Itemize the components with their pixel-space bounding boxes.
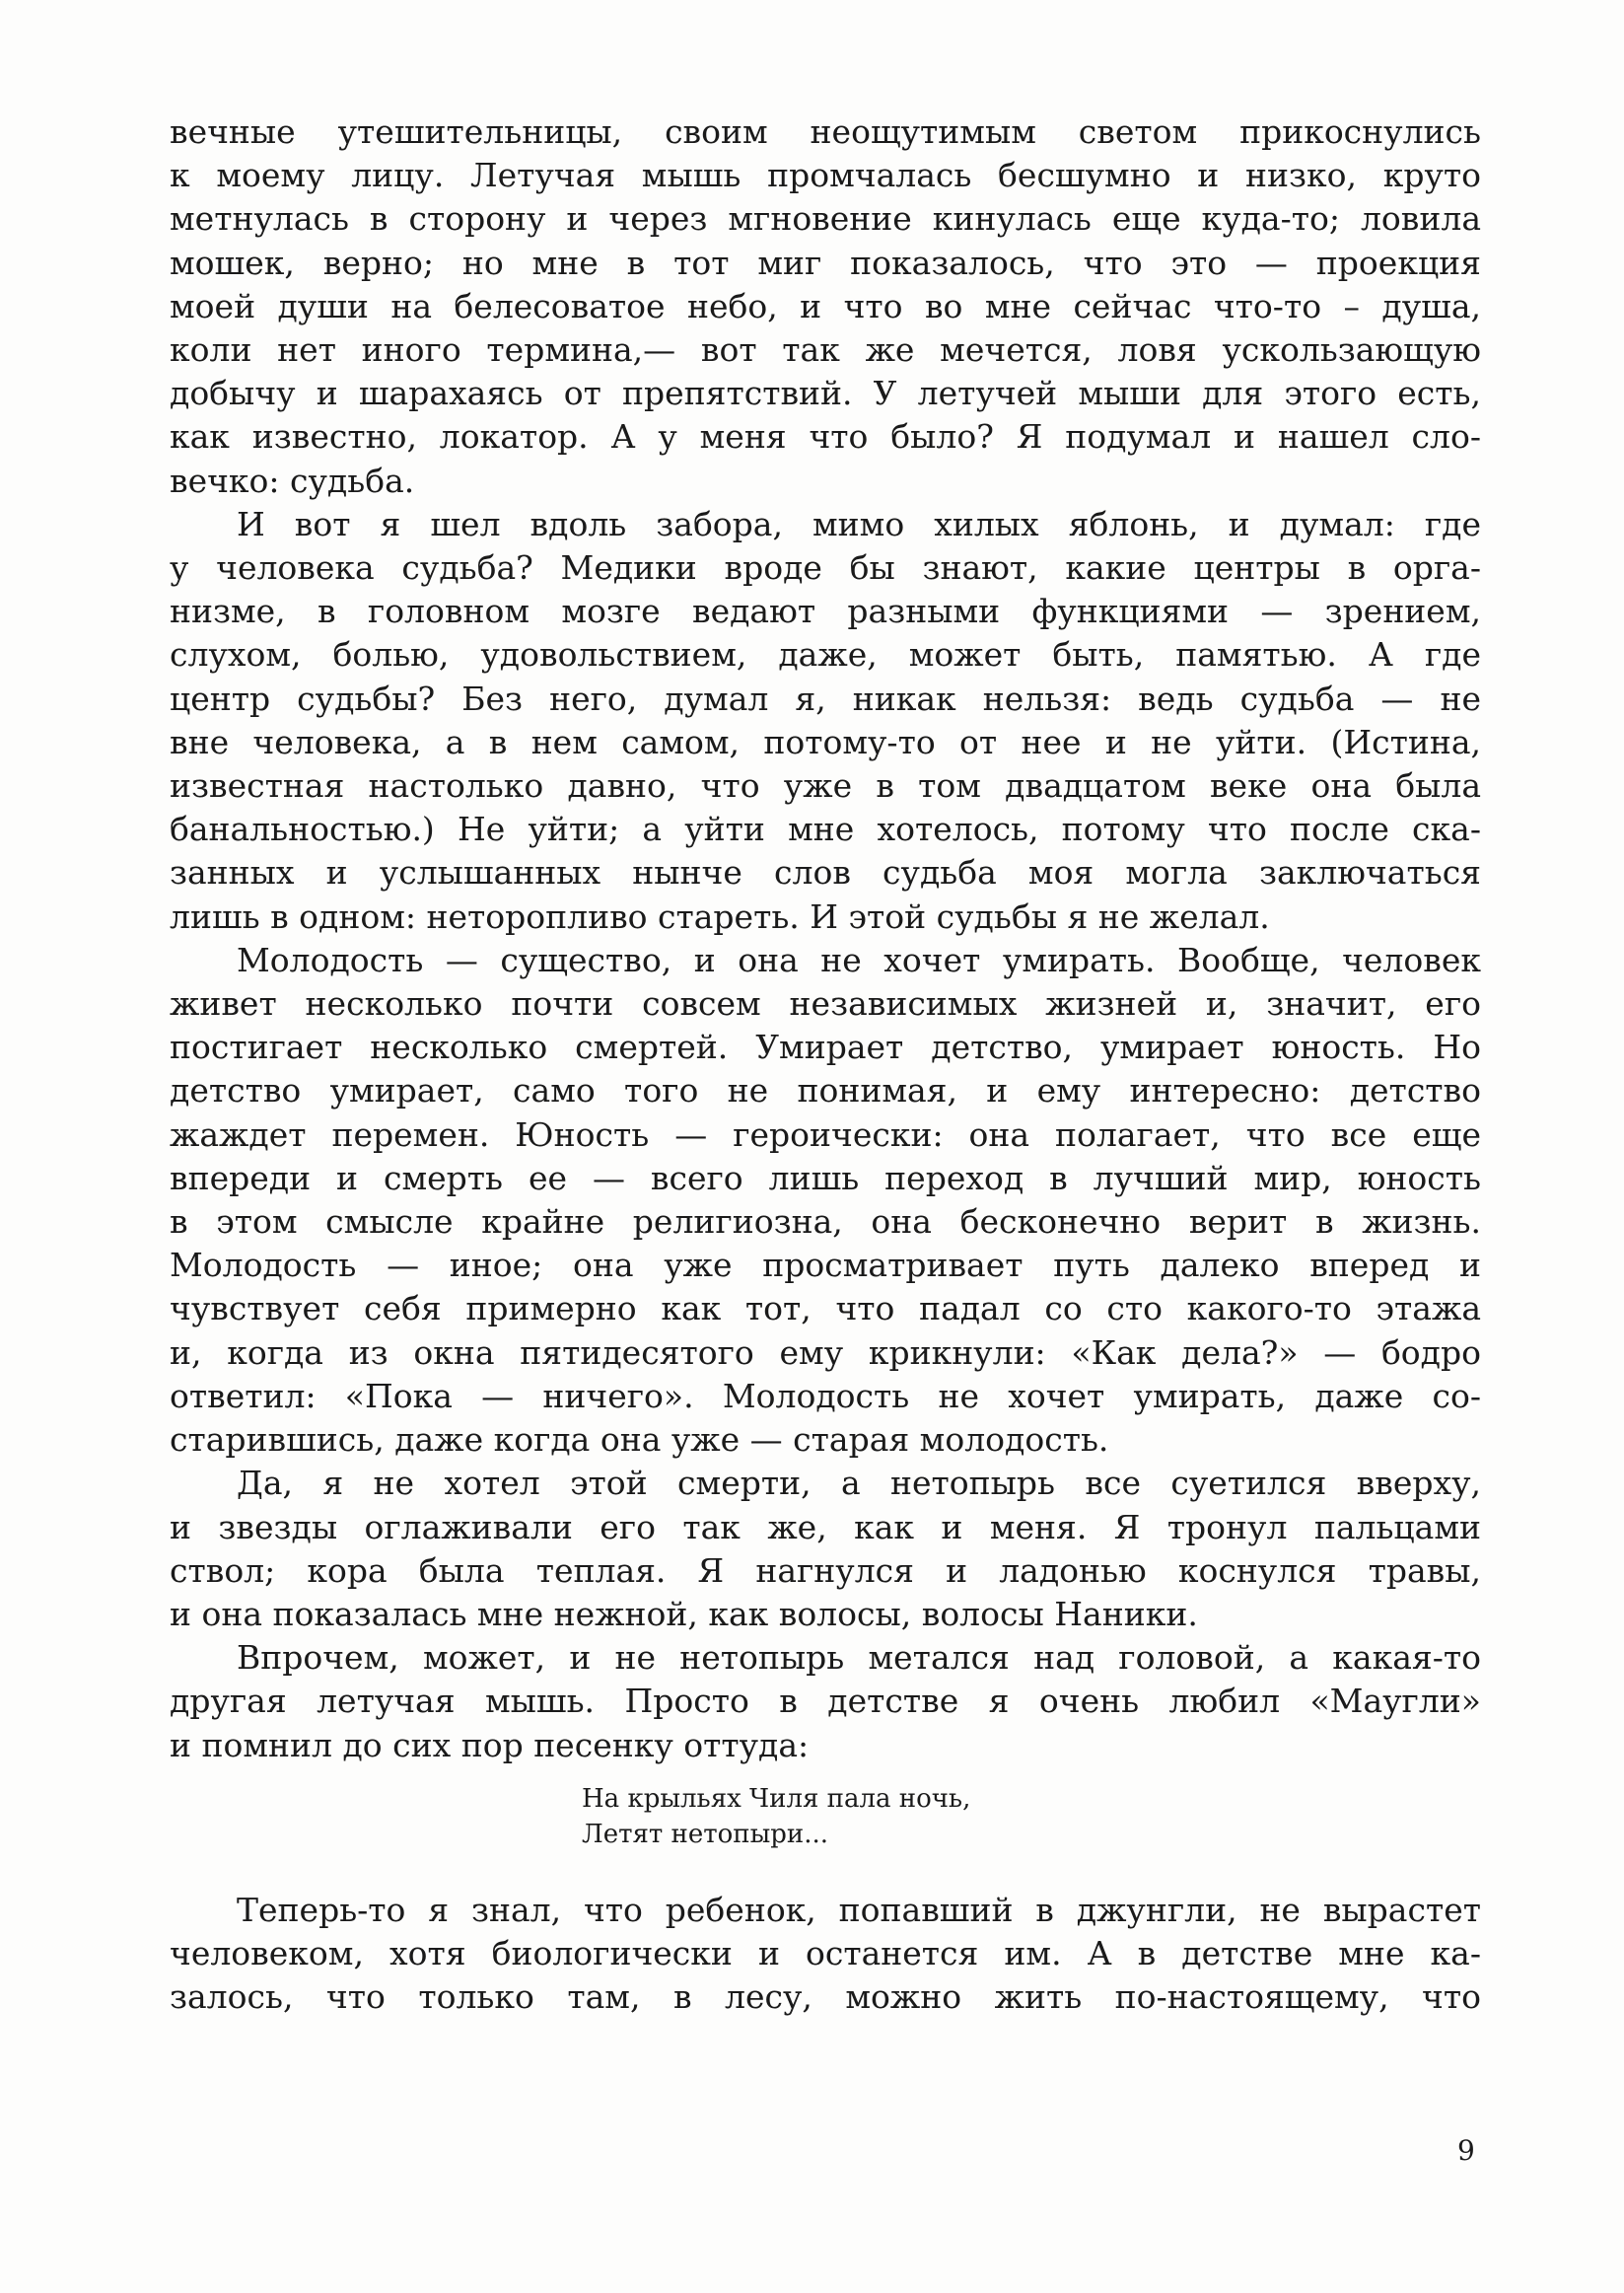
text-line: впереди и смерть ее — всего лишь переход в лучший мир, юность bbox=[170, 1158, 1481, 1197]
paragraph bbox=[170, 503, 1481, 939]
body-text bbox=[170, 110, 1481, 1767]
text-line: низме, в головном мозге ведают разными функциями — зрением, bbox=[170, 592, 1481, 631]
text-line: ствол; кора была теплая. Я нагнулся и ладонью коснулся травы, bbox=[170, 1550, 1481, 1590]
text-line: Молодость — иное; она уже просматривает путь далеко вперед и bbox=[170, 1246, 1481, 1285]
text-line: детство умирает, само того не понимая, и ему интересно: детство bbox=[170, 1071, 1481, 1111]
text-line: И вот я шел вдоль забора, мимо хилых яблонь, и думал: где bbox=[237, 504, 1481, 543]
poem-line: На крыльях Чиля пала ночь, bbox=[582, 1784, 971, 1814]
text-line: вне человека, а в нем самом, потому-то от нее и не уйти. (Истина, bbox=[170, 722, 1481, 761]
text-line: метнулась в сторону и через мгновение кинулась еще куда-то; ловила bbox=[170, 199, 1481, 239]
text-line: и она показалась мне нежной, как волосы, волосы Наники. bbox=[170, 1594, 1198, 1633]
poem-quote bbox=[582, 1781, 970, 1852]
text-line: Да, я не хотел этой смерти, а нетопырь все суетился вверху, bbox=[237, 1464, 1481, 1503]
text-line: банальностью.) Не уйти; а уйти мне хотелось, потому что после ска- bbox=[170, 810, 1481, 849]
text-line: жаждет перемен. Юность — героически: она полагает, что все еще bbox=[170, 1114, 1481, 1154]
text-line: вечко: судьба. bbox=[170, 461, 415, 500]
paragraph bbox=[170, 110, 1481, 503]
text-line: занных и услышанных нынче слов судьба моя могла заключаться bbox=[170, 853, 1481, 893]
text-line: Впрочем, может, и не нетопырь метался над головой, а какая-то bbox=[237, 1638, 1481, 1678]
text-line: мошек, верно; но мне в тот миг показалось, что это — проекция bbox=[170, 243, 1481, 282]
text-line: у человека судьба? Медики вроде бы знают, какие центры в орга- bbox=[170, 548, 1481, 588]
text-line: чувствует себя примерно как тот, что падал со сто какого-то этажа bbox=[170, 1289, 1481, 1328]
text-line: старившись, даже когда она уже — старая молодость. bbox=[170, 1420, 1109, 1460]
text-line: другая летучая мышь. Просто в детстве я очень любил «Маугли» bbox=[170, 1682, 1481, 1721]
paragraph bbox=[170, 1636, 1481, 1767]
text-line: лишь в одном: неторопливо стареть. И этой судьбы я не желал. bbox=[170, 896, 1270, 936]
paragraph bbox=[170, 1889, 1481, 2020]
text-line: к моему лицу. Летучая мышь промчалась бесшумно и низко, круто bbox=[170, 156, 1481, 195]
text-line: известная настолько давно, что уже в том двадцатом веке она была bbox=[170, 766, 1481, 806]
text-line: Молодость — существо, и она не хочет умирать. Вообще, человек bbox=[237, 940, 1481, 979]
text-line: живет несколько почти совсем независимых жизней и, значит, его bbox=[170, 984, 1481, 1024]
page-number: 9 bbox=[1457, 2134, 1475, 2167]
text-line: ответил: «Пока — ничего». Молодость не хочет умирать, даже со- bbox=[170, 1376, 1481, 1415]
text-line: человеком, хотя биологически и останется им. А в детстве мне ка- bbox=[170, 1934, 1481, 1973]
text-line: и, когда из окна пятидесятого ему крикнули: «Как дела?» — бодро bbox=[170, 1332, 1481, 1372]
text-line: и помнил до сих пор песенку оттуда: bbox=[170, 1725, 810, 1764]
text-line: и звезды оглаживали его так же, как и меня. Я тронул пальцами bbox=[170, 1507, 1481, 1546]
paragraph bbox=[170, 939, 1481, 1462]
text-line: слухом, болью, удовольствием, даже, может быть, памятью. А где bbox=[170, 635, 1481, 675]
text-line: добычу и шарахаясь от препятствий. У летучей мыши для этого есть, bbox=[170, 374, 1481, 413]
text-line: Теперь-то я знал, что ребенок, попавший в джунгли, не вырастет bbox=[237, 1891, 1481, 1929]
text-line: моей души на белесоватое небо, и что во мне сейчас что-то – душа, bbox=[170, 286, 1481, 325]
text-line: в этом смысле крайне религиозна, она бесконечно верит в жизнь. bbox=[170, 1202, 1481, 1242]
text-line: коли нет иного термина,— вот так же мечется, ловя ускользающую bbox=[170, 330, 1481, 370]
text-line: как известно, локатор. А у меня что было? Я подумал и нашел сло- bbox=[170, 417, 1481, 457]
text-line: залось, что только там, в лесу, можно жить по-настоящему, что bbox=[170, 1977, 1481, 2017]
paragraph bbox=[170, 1462, 1481, 1636]
text-line: вечные утешительницы, своим неощутимым светом прикоснулись bbox=[170, 112, 1481, 151]
continuation-text bbox=[170, 1889, 1481, 2020]
text-line: постигает несколько смертей. Умирает детство, умирает юность. Но bbox=[170, 1028, 1481, 1067]
text-line: центр судьбы? Без него, думал я, никак нельзя: ведь судьба — не bbox=[170, 679, 1481, 718]
poem-line: Летят нетопыри... bbox=[582, 1820, 829, 1849]
